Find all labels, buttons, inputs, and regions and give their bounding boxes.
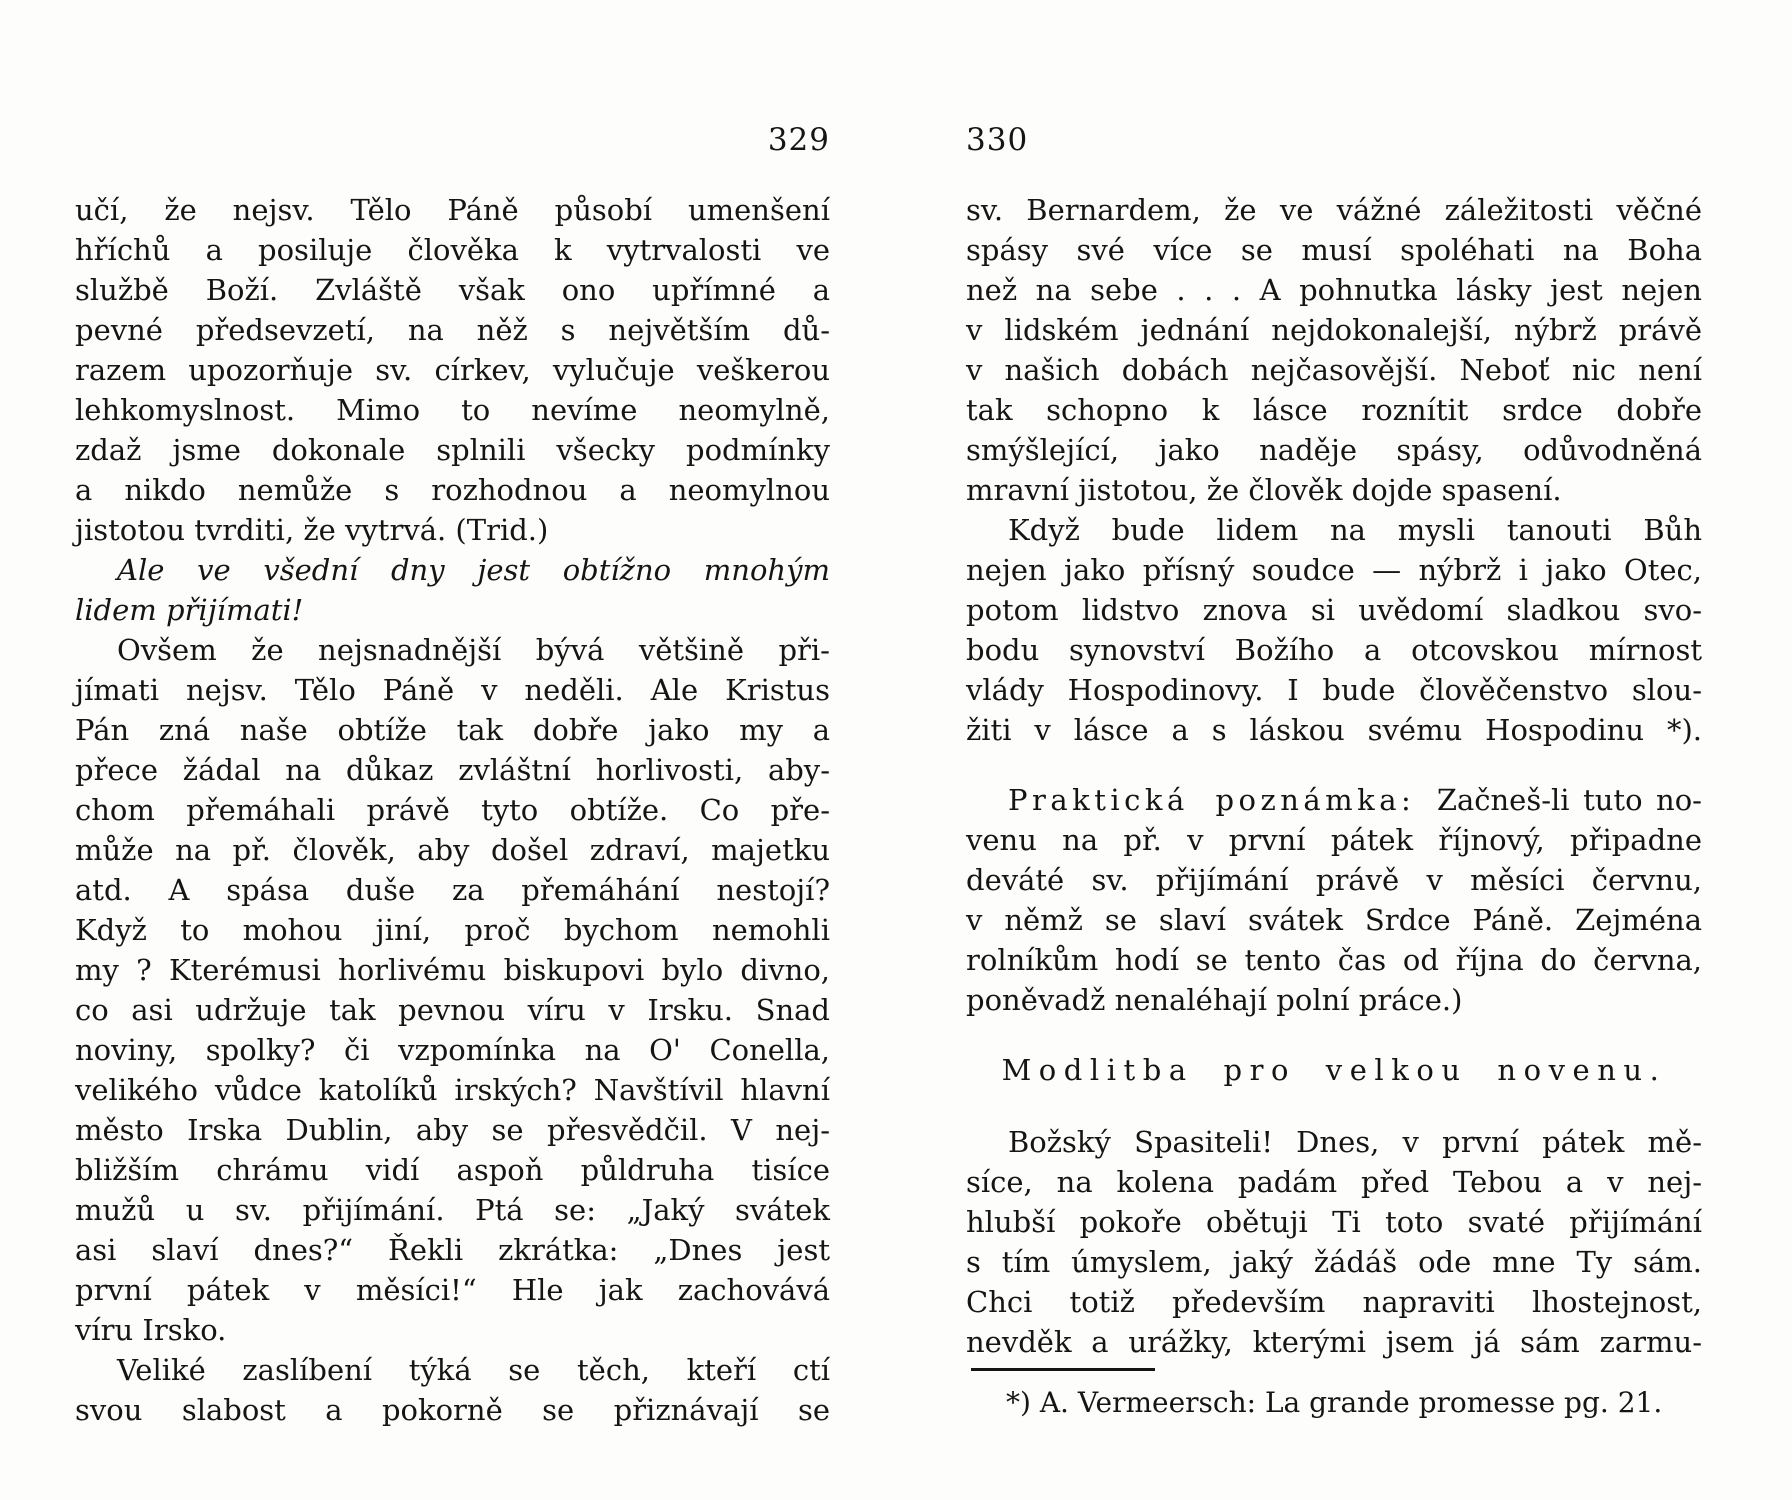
- text-line: my ? Kterémusi horlivému biskupovi bylo divno,: [75, 953, 830, 987]
- right-page-text-column: [966, 190, 1702, 1362]
- text-line: službě Boží. Zvláště však ono upřímné a: [75, 273, 830, 307]
- text-line: velikého vůdce katolíků irských? Navštívil hlavní: [75, 1073, 830, 1107]
- paragraph: [966, 510, 1702, 750]
- text-line: síce, na kolena padám před Tebou a v nej-: [966, 1165, 1702, 1199]
- paragraph: [966, 780, 1702, 1020]
- text-line: jímati nejsv. Tělo Páně v neděli. Ale Kristus: [75, 673, 830, 707]
- text-line: Když bude lidem na mysli tanouti Bůh: [1008, 513, 1702, 547]
- text-line: Chci totiž především napraviti lhostejnost,: [966, 1285, 1702, 1319]
- text-line: Modlitba pro velkou novenu.: [1001, 1053, 1667, 1087]
- text-line: Praktická poznámka: Začneš-li tuto no-: [1008, 783, 1702, 817]
- text-line: v lidském jednání nejdokonalejší, nýbrž právě: [966, 313, 1702, 347]
- left-page-text-column: [75, 190, 830, 1430]
- text-line: Když to mohou jiní, proč bychom nemohli: [75, 913, 830, 947]
- footnote-divider: [971, 1368, 1155, 1371]
- text-line: spásy své více se musí spoléhati na Boha: [966, 233, 1702, 267]
- text-line: hříchů a posiluje člověka k vytrvalosti ve: [75, 233, 830, 267]
- text-line: žiti v lásce a s láskou svému Hospodinu *).: [966, 713, 1702, 747]
- text-line: chom přemáhali právě tyto obtíže. Co pře-: [75, 793, 830, 827]
- text-line: razem upozorňuje sv. církev, vylučuje veškerou: [75, 353, 830, 387]
- text-line: venu na př. v první pátek říjnový, připadne: [966, 823, 1702, 857]
- text-line: Ovšem že nejsnadnější bývá většině při-: [117, 633, 830, 667]
- text-line: lehkomyslnost. Mimo to nevíme neomylně,: [75, 393, 830, 427]
- text-line: první pátek v měsíci!“ Hle jak zachovává: [75, 1273, 830, 1307]
- text-line: a nikdo nemůže s rozhodnou a neomylnou: [75, 473, 830, 507]
- text-line: hlubší pokoře obětuji Ti toto svaté přijímání: [966, 1205, 1702, 1239]
- text-line: pevné předsevzetí, na něž s největším dů-: [75, 313, 830, 347]
- text-line: může na př. člověk, aby došel zdraví, majetku: [75, 833, 830, 867]
- paragraph: [75, 190, 830, 550]
- text-line: Veliké zaslíbení týká se těch, kteří ctí: [117, 1353, 830, 1387]
- text-line: atd. A spása duše za přemáhání nestojí?: [75, 873, 830, 907]
- text-line: co asi udržuje tak pevnou víru v Irsku. Snad: [75, 993, 830, 1027]
- text-line: víru Irsko.: [75, 1313, 227, 1347]
- text-line: učí, že nejsv. Tělo Páně působí umenšení: [75, 193, 830, 227]
- text-line: s tím úmyslem, jaký žádáš ode mne Ty sám.: [966, 1245, 1702, 1279]
- text-line: nejen jako přísný soudce — nýbrž i jako Otec,: [966, 553, 1702, 587]
- text-line: bližším chrámu vidí aspoň půldruha tisíce: [75, 1153, 830, 1187]
- text-line: v našich dobách nejčasovější. Neboť nic není: [966, 353, 1702, 387]
- text-line: asi slaví dnes?“ Řekli zkrátka: „Dnes jest: [75, 1233, 830, 1267]
- text-line: deváté sv. přijímání právě v měsíci červnu,: [966, 863, 1702, 897]
- text-line: jistotou tvrditi, že vytrvá. (Trid.): [75, 513, 549, 547]
- page-number-left: 329: [767, 122, 830, 158]
- paragraph: [75, 550, 830, 630]
- section-heading: [966, 1050, 1702, 1090]
- text-line: poněvadž nenaléhají polní práce.): [966, 983, 1463, 1017]
- text-line: vlády Hospodinovy. I bude člověčenstvo slou-: [966, 673, 1702, 707]
- text-line: smýšlející, jako naděje spásy, odůvodněná: [966, 433, 1702, 467]
- text-line: potom lidstvo znova si uvědomí sladkou svo-: [966, 593, 1702, 627]
- text-line: než na sebe . . . A pohnutka lásky jest nejen: [966, 273, 1702, 307]
- text-line: lidem přijímati!: [75, 593, 304, 627]
- text-line: Pán zná naše obtíže tak dobře jako my a: [75, 713, 830, 747]
- text-line: přece žádal na důkaz zvláštní horlivosti, aby-: [75, 753, 830, 787]
- text-line: město Irska Dublin, aby se přesvědčil. V nej-: [75, 1113, 830, 1147]
- paragraph: [75, 1350, 830, 1430]
- text-line: rolníkům hodí se tento čas od října do června,: [966, 943, 1702, 977]
- text-line: tak schopno k lásce roznítit srdce dobře: [966, 393, 1702, 427]
- spaced-lead-text: Praktická poznámka:: [1008, 783, 1416, 817]
- text-line: Božský Spasiteli! Dnes, v první pátek mě-: [1008, 1125, 1702, 1159]
- paragraph: [75, 630, 830, 1350]
- text-line: mužů u sv. přijímání. Ptá se: „Jaký svátek: [75, 1193, 830, 1227]
- footnote: *) A. Vermeersch: La grande promesse pg. 21.: [1006, 1386, 1663, 1419]
- paragraph: [966, 190, 1702, 510]
- text-line: mravní jistotou, že člověk dojde spasení.: [966, 473, 1562, 507]
- text-line: sv. Bernardem, že ve vážné záležitosti věčné: [966, 193, 1702, 227]
- text-line: v němž se slaví svátek Srdce Páně. Zejména: [966, 903, 1702, 937]
- text-line: noviny, spolky? či vzpomínka na O' Conella,: [75, 1033, 830, 1067]
- text-line: bodu synovství Božího a otcovskou mírnost: [966, 633, 1702, 667]
- text-line: svou slabost a pokorně se přiznávají se: [75, 1393, 830, 1427]
- page-number-right: 330: [966, 122, 1029, 158]
- text-line: nevděk a urážky, kterými jsem já sám zarmu-: [966, 1325, 1702, 1359]
- paragraph: [966, 1122, 1702, 1362]
- text-line: Ale ve všední dny jest obtížno mnohým: [117, 553, 830, 587]
- text-line: zdaž jsme dokonale splnili všecky podmínky: [75, 433, 830, 467]
